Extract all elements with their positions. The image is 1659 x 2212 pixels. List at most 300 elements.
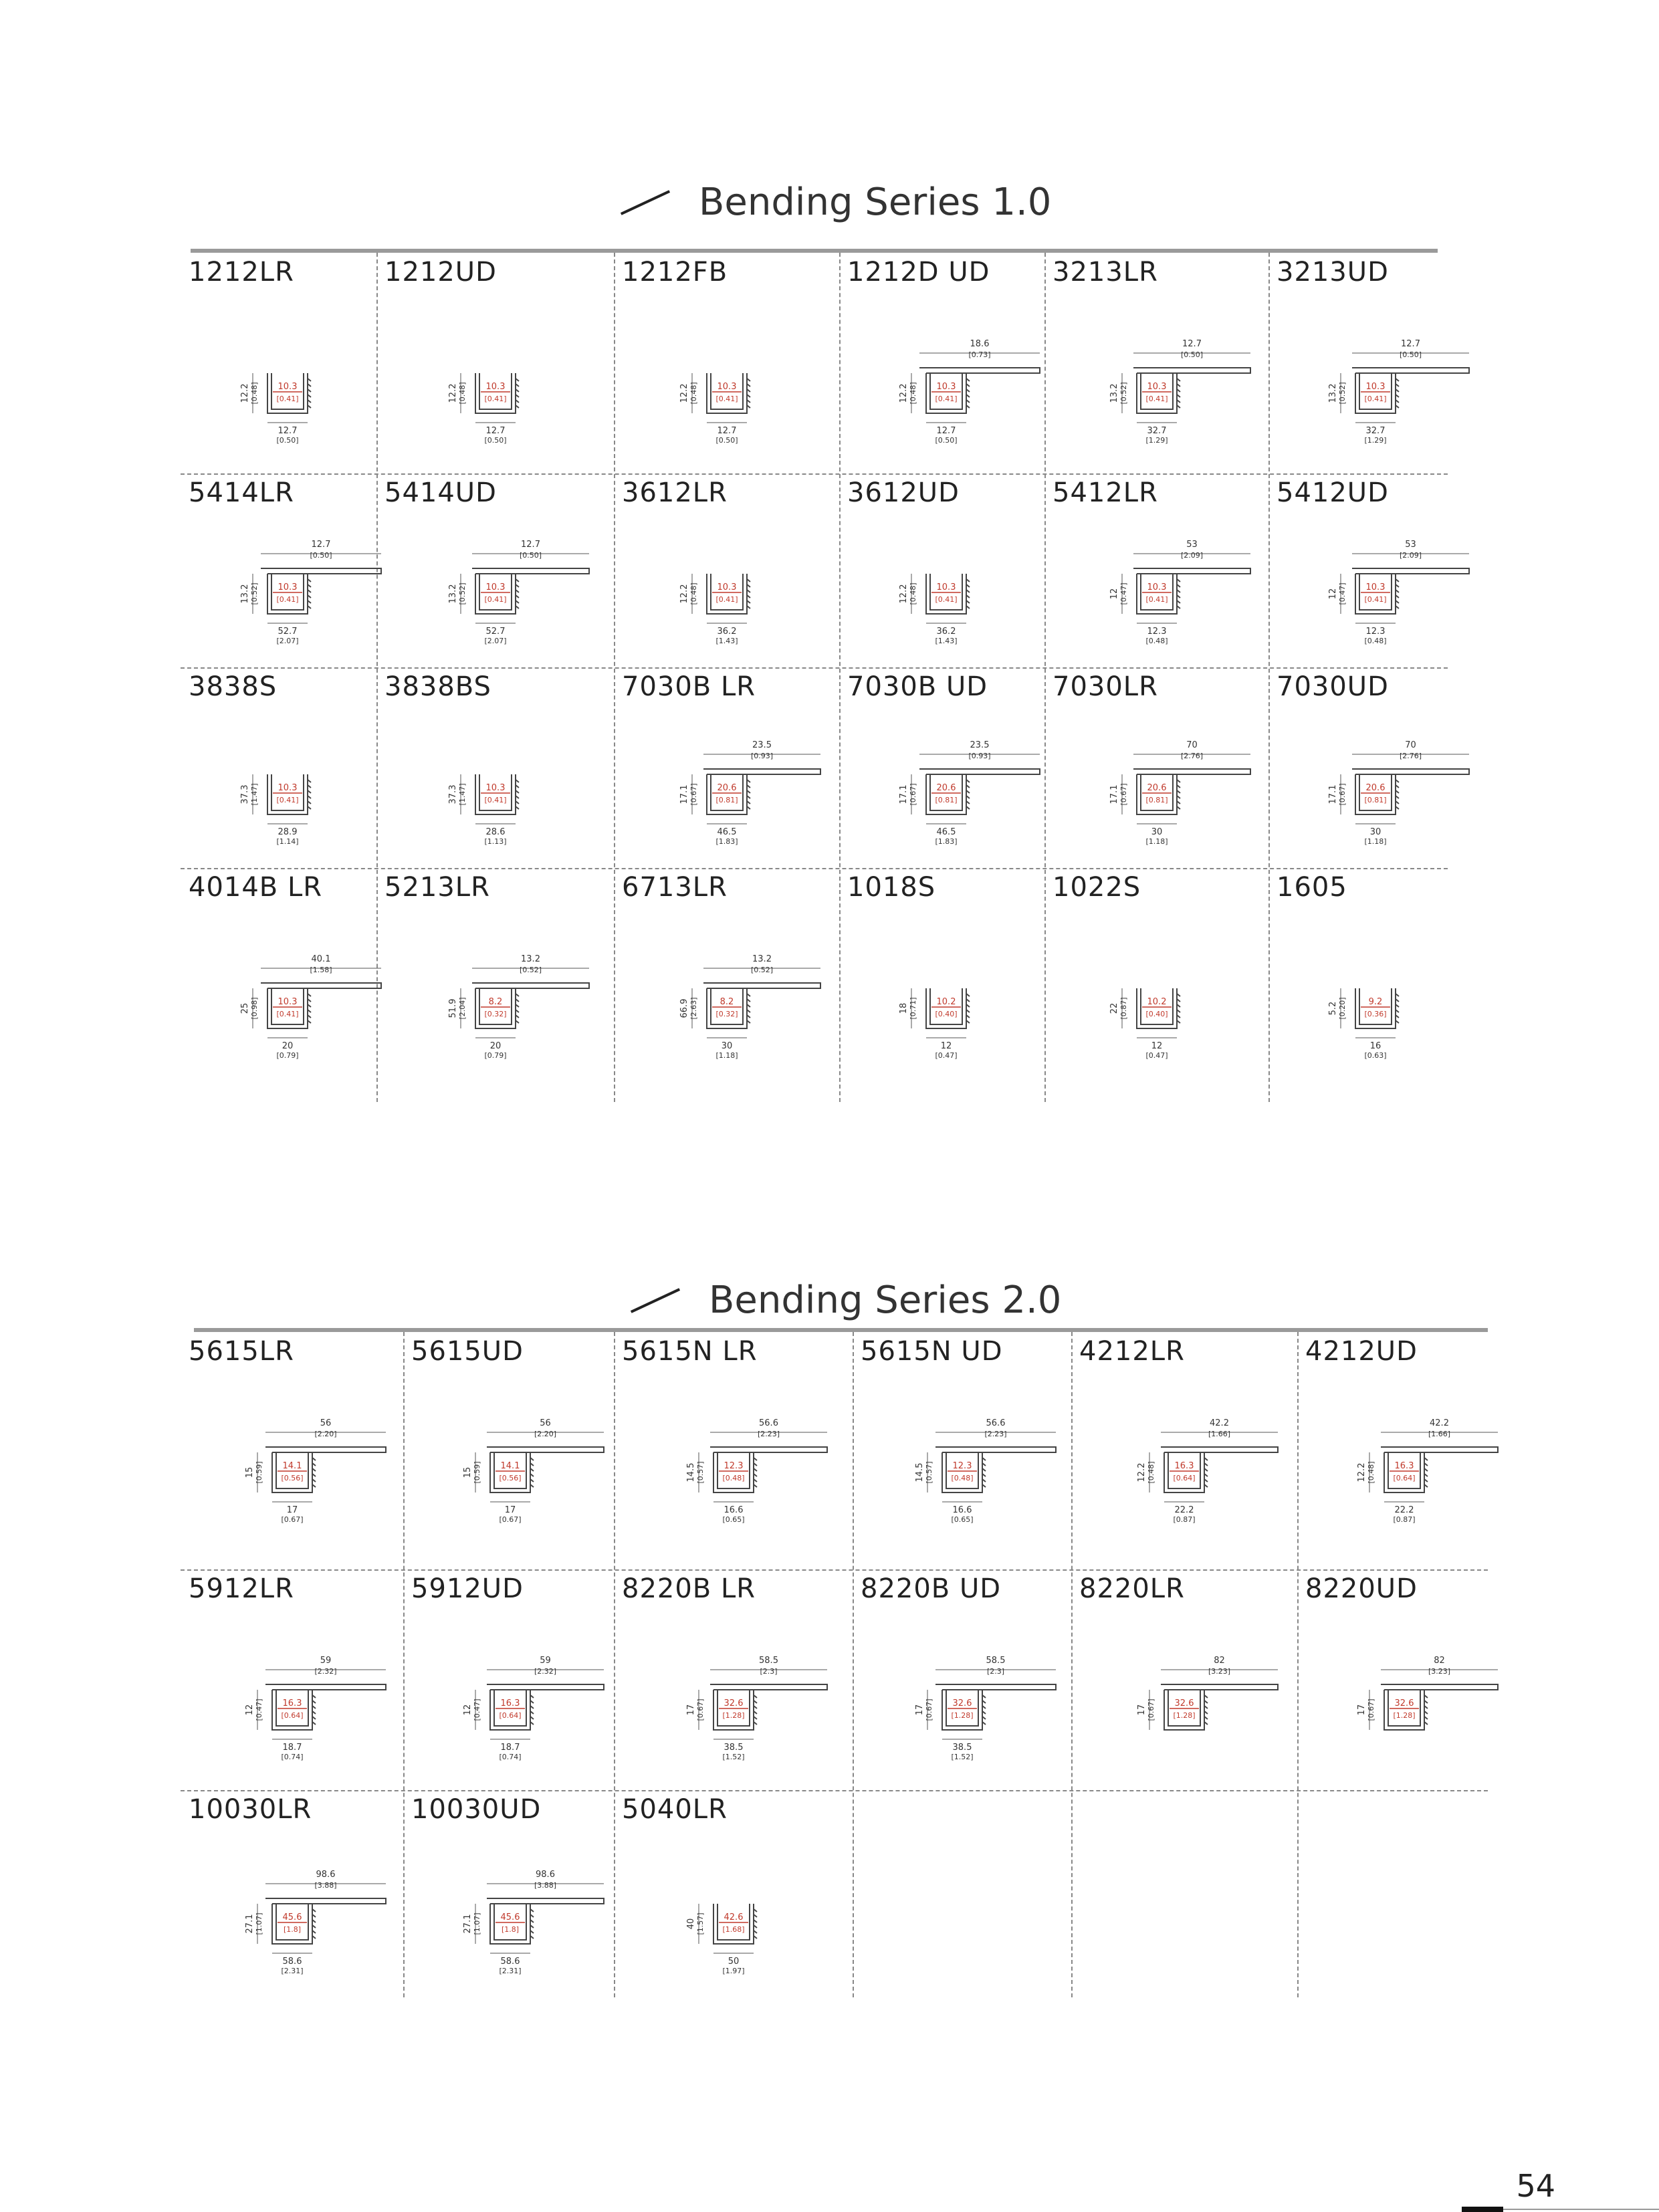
profile-drawing	[1057, 514, 1257, 667]
svg-text:[0.32]: [0.32]	[483, 1010, 507, 1018]
series1-title	[619, 181, 1051, 224]
profile-code: 8220B UD	[861, 1573, 1002, 1604]
profile-code: 6713LR	[622, 872, 728, 903]
svg-text:[0.67]: [0.67]	[1147, 1698, 1155, 1721]
svg-text:53: 53	[1405, 540, 1416, 550]
svg-text:17: 17	[685, 1704, 696, 1716]
svg-text:22.2: 22.2	[1174, 1505, 1194, 1515]
svg-text:46.5: 46.5	[717, 827, 736, 837]
svg-text:[0.41]: [0.41]	[1364, 395, 1387, 403]
svg-text:[1.13]: [1.13]	[483, 837, 507, 846]
svg-text:20.6: 20.6	[1365, 783, 1386, 793]
svg-text:[1.8]: [1.8]	[283, 1925, 301, 1934]
page-footer-line	[1503, 2209, 1659, 2210]
svg-text:[0.36]: [0.36]	[1364, 1010, 1387, 1018]
svg-text:12: 12	[244, 1704, 255, 1716]
svg-text:[1.58]: [1.58]	[310, 966, 332, 974]
profile-cell	[403, 1790, 614, 1997]
profile-drawing	[395, 313, 596, 467]
svg-text:[0.79]: [0.79]	[483, 1051, 507, 1060]
profile-code: 8220LR	[1079, 1573, 1185, 1604]
profile-cell	[181, 1790, 403, 1997]
profile-code: 7030B UD	[847, 671, 988, 702]
svg-text:25: 25	[240, 1002, 250, 1014]
profile-drawing	[192, 1844, 393, 1997]
svg-text:10.3: 10.3	[936, 582, 956, 592]
profile-code: 10030LR	[189, 1794, 312, 1825]
profile-drawing	[627, 714, 827, 868]
profile-code: 10030UD	[411, 1794, 542, 1825]
svg-text:58.5: 58.5	[986, 1656, 1005, 1666]
profile-drawing	[846, 714, 1046, 868]
svg-text:53: 53	[1186, 540, 1198, 550]
profile-drawing	[395, 514, 596, 667]
profile-code: 4212LR	[1079, 1336, 1185, 1367]
svg-text:9.2: 9.2	[1368, 997, 1383, 1007]
profile-code: 3612UD	[847, 477, 960, 508]
svg-text:18.7: 18.7	[500, 1743, 520, 1753]
svg-text:[0.41]: [0.41]	[1145, 395, 1168, 403]
profile-cell	[614, 1790, 853, 1997]
svg-text:16.3: 16.3	[500, 1698, 520, 1708]
svg-text:[0.50]: [0.50]	[1180, 350, 1203, 359]
svg-text:12.7: 12.7	[1401, 339, 1420, 349]
svg-text:[0.67]: [0.67]	[924, 1698, 933, 1721]
svg-text:[0.50]: [0.50]	[935, 436, 958, 445]
profile-drawing	[1057, 928, 1257, 1082]
profile-cell	[1268, 473, 1448, 667]
profile-code: 5912UD	[411, 1573, 524, 1604]
svg-text:12.2: 12.2	[899, 584, 909, 604]
svg-text:12.7: 12.7	[936, 426, 956, 436]
svg-text:[1.68]: [1.68]	[722, 1925, 745, 1934]
profile-cell	[614, 253, 839, 473]
svg-text:[0.93]: [0.93]	[750, 752, 773, 760]
svg-text:[1.57]: [1.57]	[695, 1912, 705, 1935]
profile-code: 3612LR	[622, 477, 728, 508]
svg-text:[0.48]: [0.48]	[1147, 1461, 1155, 1484]
svg-text:16: 16	[1369, 1041, 1381, 1051]
profile-cell	[1297, 1569, 1488, 1790]
profile-cell	[1044, 667, 1268, 868]
svg-text:[0.48]: [0.48]	[689, 382, 698, 405]
svg-text:12.3: 12.3	[1147, 627, 1166, 637]
svg-text:[0.87]: [0.87]	[1173, 1515, 1196, 1524]
svg-text:[0.65]: [0.65]	[950, 1515, 974, 1524]
svg-text:10.3: 10.3	[1147, 582, 1166, 592]
svg-text:[0.74]: [0.74]	[280, 1753, 304, 1761]
svg-text:[0.93]: [0.93]	[968, 752, 991, 760]
svg-text:27.1: 27.1	[244, 1914, 255, 1934]
svg-text:[0.52]: [0.52]	[750, 966, 773, 974]
profile-drawing	[410, 1630, 611, 1783]
svg-text:12.7: 12.7	[520, 540, 540, 550]
profile-cell	[181, 868, 376, 1102]
svg-text:58.5: 58.5	[758, 1656, 778, 1666]
svg-text:8.2: 8.2	[720, 997, 734, 1007]
svg-text:[0.50]: [0.50]	[310, 551, 332, 560]
profile-code: 5412LR	[1053, 477, 1158, 508]
svg-text:20: 20	[489, 1041, 501, 1051]
profile-cell	[614, 667, 839, 868]
profile-code: 7030LR	[1053, 671, 1158, 702]
svg-text:13.2: 13.2	[520, 954, 540, 964]
profile-cell	[376, 473, 614, 667]
svg-text:16.6: 16.6	[952, 1505, 972, 1515]
profile-drawing	[846, 514, 1046, 667]
svg-text:42.2: 42.2	[1210, 1418, 1229, 1428]
svg-text:[1.18]: [1.18]	[1364, 837, 1387, 846]
profile-code: 1212LR	[189, 257, 294, 288]
svg-text:[1.43]: [1.43]	[935, 637, 958, 645]
svg-text:40: 40	[685, 1918, 696, 1930]
profile-code: 5615LR	[189, 1336, 294, 1367]
svg-text:[0.41]: [0.41]	[715, 395, 738, 403]
svg-text:[3.23]: [3.23]	[1428, 1667, 1451, 1676]
svg-text:28.9: 28.9	[278, 827, 298, 837]
svg-text:12.3: 12.3	[724, 1461, 743, 1471]
svg-text:12.7: 12.7	[717, 426, 736, 436]
svg-text:[0.41]: [0.41]	[483, 595, 507, 604]
svg-text:[2.32]: [2.32]	[314, 1667, 337, 1676]
profile-cell	[839, 253, 1044, 473]
svg-text:[1.8]: [1.8]	[501, 1925, 520, 1934]
profile-drawing	[187, 514, 388, 667]
svg-text:[0.41]: [0.41]	[276, 395, 299, 403]
profile-code: 3838BS	[384, 671, 491, 702]
profile-code: 8220B LR	[622, 1573, 756, 1604]
svg-text:70: 70	[1186, 740, 1198, 750]
svg-text:15: 15	[244, 1466, 255, 1478]
svg-text:[3.88]: [3.88]	[314, 1881, 337, 1890]
svg-text:[0.41]: [0.41]	[276, 1010, 299, 1018]
svg-text:16.3: 16.3	[282, 1698, 302, 1708]
svg-text:12.7: 12.7	[278, 426, 298, 436]
svg-text:[1.28]: [1.28]	[950, 1711, 974, 1720]
svg-text:17.1: 17.1	[1328, 784, 1338, 804]
profile-drawing	[187, 928, 388, 1082]
page-number-underline	[1462, 2207, 1503, 2212]
svg-text:82: 82	[1434, 1656, 1445, 1666]
svg-text:12.2: 12.2	[447, 383, 458, 403]
svg-text:17: 17	[286, 1505, 298, 1515]
profile-drawing	[627, 514, 827, 667]
svg-text:12.3: 12.3	[1365, 627, 1386, 637]
profile-drawing	[187, 714, 388, 868]
svg-text:[0.87]: [0.87]	[1393, 1515, 1416, 1524]
svg-text:32.6: 32.6	[1174, 1698, 1194, 1708]
svg-text:[2.3]: [2.3]	[986, 1667, 1004, 1676]
profile-code: 5414UD	[384, 477, 497, 508]
profile-code: 3838S	[189, 671, 278, 702]
svg-text:10.3: 10.3	[278, 783, 298, 793]
svg-text:23.5: 23.5	[970, 740, 990, 750]
svg-text:[2.04]: [2.04]	[457, 997, 467, 1020]
svg-text:30: 30	[1151, 827, 1162, 837]
profile-code: 5615N UD	[861, 1336, 1003, 1367]
svg-text:[1.07]: [1.07]	[473, 1912, 481, 1935]
svg-text:10.3: 10.3	[485, 783, 505, 793]
svg-text:10.3: 10.3	[278, 382, 298, 392]
profile-cell	[1268, 667, 1448, 868]
profile-drawing	[862, 1392, 1063, 1546]
svg-text:56: 56	[320, 1418, 331, 1428]
svg-text:40.1: 40.1	[311, 954, 331, 964]
profile-drawing	[846, 313, 1046, 467]
profile-cell	[853, 1569, 1071, 1790]
svg-text:[1.28]: [1.28]	[1393, 1711, 1416, 1720]
svg-text:[0.48]: [0.48]	[950, 1474, 974, 1482]
page-number: 54	[1516, 2168, 1555, 2204]
profile-code: 7030B LR	[622, 671, 756, 702]
svg-text:[0.41]: [0.41]	[715, 595, 738, 604]
svg-text:[0.81]: [0.81]	[1145, 796, 1168, 804]
profile-cell	[614, 868, 839, 1102]
profile-drawing	[1275, 313, 1476, 467]
svg-text:12.2: 12.2	[1137, 1462, 1147, 1482]
svg-text:[0.57]: [0.57]	[695, 1461, 705, 1484]
svg-text:[1.97]: [1.97]	[722, 1967, 745, 1975]
svg-text:18: 18	[899, 1002, 909, 1014]
profile-cell	[1044, 868, 1268, 1102]
svg-text:[0.41]: [0.41]	[483, 395, 507, 403]
profile-cell	[839, 667, 1044, 868]
svg-text:42.6: 42.6	[724, 1912, 743, 1922]
profile-cell	[1044, 253, 1268, 473]
svg-text:[0.50]: [0.50]	[483, 436, 507, 445]
profile-drawing	[1057, 714, 1257, 868]
svg-text:[0.67]: [0.67]	[909, 783, 917, 806]
svg-text:10.3: 10.3	[717, 382, 736, 392]
svg-text:22.2: 22.2	[1394, 1505, 1414, 1515]
svg-text:[0.48]: [0.48]	[1364, 637, 1387, 645]
svg-text:10.3: 10.3	[1365, 382, 1386, 392]
profile-code: 3213UD	[1277, 257, 1389, 288]
svg-text:16.3: 16.3	[1174, 1461, 1194, 1471]
svg-text:[0.41]: [0.41]	[935, 595, 958, 604]
svg-text:[0.81]: [0.81]	[1364, 796, 1387, 804]
svg-text:[1.66]: [1.66]	[1208, 1430, 1231, 1438]
svg-text:[2.63]: [2.63]	[689, 997, 698, 1020]
svg-text:[0.98]: [0.98]	[250, 997, 259, 1020]
profile-drawing	[862, 1630, 1063, 1783]
svg-text:59: 59	[320, 1656, 331, 1666]
series2-title	[629, 1279, 1061, 1322]
svg-text:[1.43]: [1.43]	[715, 637, 738, 645]
profile-cell	[376, 868, 614, 1102]
svg-text:14.5: 14.5	[914, 1462, 925, 1482]
svg-text:[0.41]: [0.41]	[276, 595, 299, 604]
svg-text:17: 17	[1137, 1704, 1147, 1716]
profile-code: 1212FB	[622, 257, 728, 288]
svg-text:[0.56]: [0.56]	[499, 1474, 522, 1482]
profile-drawing	[1084, 1630, 1285, 1783]
svg-text:23.5: 23.5	[752, 740, 772, 750]
profile-code: 1212UD	[384, 257, 497, 288]
svg-text:[0.48]: [0.48]	[909, 382, 917, 405]
svg-text:12.2: 12.2	[899, 383, 909, 403]
profile-cell	[181, 1332, 403, 1569]
profile-code: 3213LR	[1053, 257, 1158, 288]
profile-drawing	[627, 313, 827, 467]
profile-drawing	[633, 1392, 834, 1546]
svg-text:18.6: 18.6	[970, 339, 990, 349]
profile-drawing	[192, 1630, 393, 1783]
svg-text:[0.52]: [0.52]	[250, 582, 259, 605]
svg-text:32.6: 32.6	[1394, 1698, 1414, 1708]
svg-text:[0.73]: [0.73]	[968, 350, 991, 359]
svg-text:98.6: 98.6	[316, 1870, 335, 1880]
profile-cell	[181, 473, 376, 667]
svg-text:[0.67]: [0.67]	[499, 1515, 522, 1524]
profile-cell	[1268, 253, 1448, 473]
svg-text:[3.23]: [3.23]	[1208, 1667, 1231, 1676]
svg-text:36.2: 36.2	[717, 627, 736, 637]
svg-text:5.2: 5.2	[1328, 1001, 1338, 1016]
profile-drawing	[192, 1392, 393, 1546]
svg-text:56: 56	[540, 1418, 551, 1428]
svg-text:[0.50]: [0.50]	[1399, 350, 1422, 359]
svg-text:[3.88]: [3.88]	[534, 1881, 557, 1890]
svg-text:[0.52]: [0.52]	[457, 582, 467, 605]
svg-text:[0.71]: [0.71]	[909, 997, 917, 1020]
svg-text:[0.59]: [0.59]	[254, 1461, 263, 1484]
svg-text:56.6: 56.6	[986, 1418, 1005, 1428]
svg-text:[2.3]: [2.3]	[759, 1667, 778, 1676]
svg-text:[0.47]: [0.47]	[935, 1051, 958, 1060]
profile-cell	[181, 253, 376, 473]
svg-text:16.3: 16.3	[1394, 1461, 1414, 1471]
svg-text:12.2: 12.2	[679, 584, 689, 604]
svg-text:10.3: 10.3	[485, 582, 505, 592]
profile-drawing	[1275, 928, 1476, 1082]
profile-cell	[403, 1569, 614, 1790]
svg-text:[0.47]: [0.47]	[473, 1698, 481, 1721]
svg-text:[1.47]: [1.47]	[250, 783, 259, 806]
profile-drawing	[1304, 1392, 1505, 1546]
profile-drawing	[1084, 1392, 1285, 1546]
profile-cell	[1044, 473, 1268, 667]
svg-text:12: 12	[1151, 1041, 1162, 1051]
svg-text:28.6: 28.6	[485, 827, 505, 837]
profile-drawing	[1057, 313, 1257, 467]
profile-cell	[1071, 1569, 1297, 1790]
svg-text:[2.20]: [2.20]	[534, 1430, 557, 1438]
svg-text:59: 59	[540, 1656, 551, 1666]
profile-cell	[614, 1332, 853, 1569]
svg-text:42.2: 42.2	[1430, 1418, 1449, 1428]
profile-code: 8220UD	[1305, 1573, 1418, 1604]
svg-text:58.6: 58.6	[282, 1957, 302, 1967]
svg-text:36.2: 36.2	[936, 627, 956, 637]
svg-text:45.6: 45.6	[282, 1912, 302, 1922]
profile-drawing	[1275, 714, 1476, 868]
svg-text:27.1: 27.1	[463, 1914, 473, 1934]
profile-code: 5615UD	[411, 1336, 524, 1367]
svg-text:46.5: 46.5	[936, 827, 956, 837]
svg-text:13.2: 13.2	[752, 954, 772, 964]
svg-text:13.2: 13.2	[240, 584, 250, 604]
svg-text:[1.66]: [1.66]	[1428, 1430, 1451, 1438]
svg-text:[2.07]: [2.07]	[483, 637, 507, 645]
profile-drawing	[395, 928, 596, 1082]
profile-drawing	[187, 313, 388, 467]
svg-text:[1.28]: [1.28]	[722, 1711, 745, 1720]
svg-text:[0.48]: [0.48]	[1145, 637, 1168, 645]
svg-text:[0.67]: [0.67]	[1338, 783, 1347, 806]
svg-text:[2.31]: [2.31]	[280, 1967, 304, 1975]
svg-text:12.2: 12.2	[240, 383, 250, 403]
svg-text:[0.64]: [0.64]	[499, 1711, 522, 1720]
svg-text:17.1: 17.1	[899, 784, 909, 804]
svg-text:70: 70	[1405, 740, 1416, 750]
slash-icon	[631, 1288, 680, 1313]
svg-text:[0.64]: [0.64]	[1173, 1474, 1196, 1482]
profile-drawing	[633, 1630, 834, 1783]
svg-text:10.2: 10.2	[936, 997, 956, 1007]
svg-text:[1.28]: [1.28]	[1173, 1711, 1196, 1720]
svg-text:[2.76]: [2.76]	[1180, 752, 1203, 760]
svg-text:8.2: 8.2	[488, 997, 502, 1007]
profile-drawing	[410, 1844, 611, 1997]
svg-text:[1.83]: [1.83]	[935, 837, 958, 846]
svg-text:20.6: 20.6	[717, 783, 736, 793]
svg-text:12: 12	[940, 1041, 952, 1051]
svg-text:98.6: 98.6	[536, 1870, 555, 1880]
svg-text:10.3: 10.3	[485, 382, 505, 392]
svg-text:10.3: 10.3	[936, 382, 956, 392]
svg-text:32.6: 32.6	[724, 1698, 743, 1708]
profile-cell	[181, 1569, 403, 1790]
svg-text:[0.47]: [0.47]	[254, 1698, 263, 1721]
profile-cell	[376, 253, 614, 473]
svg-text:51.9: 51.9	[447, 998, 458, 1018]
svg-text:[0.87]: [0.87]	[1119, 997, 1128, 1020]
svg-text:37.3: 37.3	[447, 784, 458, 804]
svg-text:12.3: 12.3	[952, 1461, 972, 1471]
svg-text:[0.65]: [0.65]	[722, 1515, 745, 1524]
svg-text:[1.29]: [1.29]	[1145, 436, 1168, 445]
svg-text:[0.41]: [0.41]	[1145, 595, 1168, 604]
svg-text:10.3: 10.3	[278, 582, 298, 592]
svg-text:[0.41]: [0.41]	[276, 796, 299, 804]
svg-text:12.2: 12.2	[679, 383, 689, 403]
svg-text:32.7: 32.7	[1147, 426, 1166, 436]
svg-text:[0.32]: [0.32]	[715, 1010, 738, 1018]
svg-text:52.7: 52.7	[485, 627, 505, 637]
profile-cell	[181, 667, 376, 868]
profile-code: 1212D UD	[847, 257, 990, 288]
svg-text:[0.67]: [0.67]	[695, 1698, 705, 1721]
svg-text:[1.29]: [1.29]	[1364, 436, 1387, 445]
svg-text:30: 30	[1369, 827, 1381, 837]
svg-text:[0.20]: [0.20]	[1338, 997, 1347, 1020]
profile-code: 1605	[1277, 872, 1347, 903]
svg-text:[0.47]: [0.47]	[1119, 582, 1128, 605]
svg-text:[0.41]: [0.41]	[935, 395, 958, 403]
svg-text:10.3: 10.3	[1365, 582, 1386, 592]
svg-text:12: 12	[1109, 588, 1119, 600]
profile-code: 4014B LR	[189, 872, 323, 903]
svg-text:[0.64]: [0.64]	[280, 1711, 304, 1720]
svg-text:[0.74]: [0.74]	[499, 1753, 522, 1761]
profile-drawing	[846, 928, 1046, 1082]
svg-text:[0.48]: [0.48]	[250, 382, 259, 405]
svg-text:12.7: 12.7	[485, 426, 505, 436]
svg-text:[1.18]: [1.18]	[1145, 837, 1168, 846]
svg-text:[2.09]: [2.09]	[1180, 551, 1203, 560]
svg-text:20: 20	[282, 1041, 294, 1051]
